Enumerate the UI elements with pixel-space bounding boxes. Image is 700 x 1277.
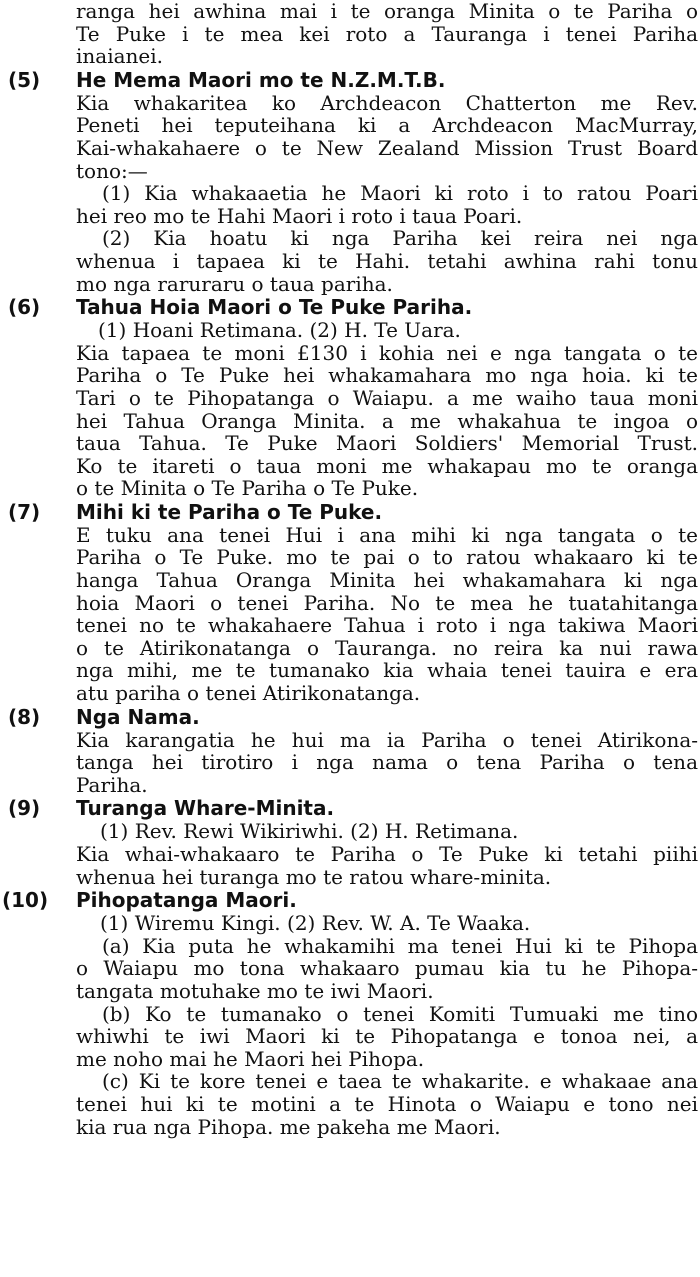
section-number: (7)	[8, 499, 41, 524]
text-line: tanga hei tirotiro i nga nama o tena Pariha o tena	[76, 750, 698, 775]
text-line: (b) Ko te tumanako o tenei Komiti Tumuaki me tino	[102, 1001, 698, 1026]
section-heading	[0, 888, 700, 912]
text-line: hanga Tahua Oranga Minita hei whakamahara ki nga	[76, 568, 698, 593]
section-title: Nga Nama.	[76, 704, 200, 729]
text-line: Kia karangatia he hui ma ia Pariha o tenei Atirikona-	[76, 727, 698, 752]
text-line: hoia Maori o tenei Pariha. No te mea he tuatahitanga	[76, 590, 698, 615]
text-line: inaianei.	[76, 44, 163, 69]
text-line: hei Tahua Oranga Minita. a me whakahua te ingoa o	[76, 408, 698, 433]
text-line: tono:—	[76, 158, 148, 183]
text-line: (1) Rev. Rewi Wikiriwhi. (2) H. Retimana.	[100, 819, 519, 844]
text-line: (1) Hoani Retimana. (2) H. Te Uara.	[98, 318, 461, 343]
text-line: Pariha o Te Puke hei whakamahara mo nga hoia. ki te	[76, 363, 698, 388]
text-line: hei reo mo te Hahi Maori i roto i taua Poari.	[76, 203, 523, 228]
text-line: whenua i tapaea ki te Hahi. tetahi awhina rahi tonu	[76, 248, 698, 273]
text-line: Tari o te Pihopatanga o Waiapu. a me waiho taua moni	[76, 385, 698, 410]
section-heading	[0, 68, 700, 92]
text-line: (2) Kia hoatu ki nga Pariha kei reira nei nga	[102, 226, 698, 251]
text-line: ranga hei awhina mai i te oranga Minita o te Pariha o	[76, 0, 698, 23]
section-title: Tahua Hoia Maori o Te Puke Pariha.	[76, 295, 473, 320]
section-heading	[0, 705, 700, 729]
text-line: kia rua nga Pihopa. me pakeha me Maori.	[76, 1114, 501, 1139]
section-number: (5)	[8, 67, 41, 92]
text-line: o te Minita o Te Pariha o Te Puke.	[76, 476, 419, 501]
text-line: Kai-whakahaere o te New Zealand Mission Trust Board	[76, 135, 698, 160]
text-line: whenua hei turanga mo te ratou whare-minita.	[76, 864, 552, 889]
text-line: atu pariha o tenei Atirikonatanga.	[76, 681, 421, 706]
text-line: E tuku ana tenei Hui i ana mihi ki nga tangata o te	[76, 522, 698, 547]
section-title: He Mema Maori mo te N.Z.M.T.B.	[76, 67, 446, 92]
text-line: whiwhi te iwi Maori ki te Pihopatanga e tonoa nei, a	[76, 1024, 698, 1049]
text-line: Kia whai-whakaaro te Pariha o Te Puke ki tetahi piihi	[76, 842, 698, 866]
section-title: Turanga Whare-Minita.	[76, 796, 335, 821]
section-number: (10)	[2, 888, 49, 913]
text-line: o Waiapu mo tona whakaaro pumau kia tu he Pihopa-	[76, 956, 698, 981]
text-line: Te Puke i te mea kei roto a Tauranga i tenei Pariha	[76, 21, 698, 46]
text-line: Kia whakaritea ko Archdeacon Chatterton me Rev.	[76, 90, 698, 115]
section-number: (8)	[8, 704, 41, 729]
text-line: taua Tahua. Te Puke Maori Soldiers' Memorial Trust.	[76, 431, 698, 456]
text-line: (c) Ki te kore tenei e taea te whakarite. e whakaae ana	[102, 1069, 698, 1094]
text-line: tangata motuhake mo te iwi Maori.	[76, 978, 434, 1003]
section-number: (9)	[8, 796, 41, 821]
text-line: Pariha o Te Puke. mo te pai o to ratou whakaaro ki te	[76, 545, 698, 570]
section-heading	[0, 295, 700, 319]
section-title: Mihi ki te Pariha o Te Puke.	[76, 499, 383, 524]
text-line: (1) Wiremu Kingi. (2) Rev. W. A. Te Waaka.	[100, 911, 531, 936]
section-heading	[0, 500, 700, 524]
section-heading	[0, 796, 700, 820]
text-line: me noho mai he Maori hei Pihopa.	[76, 1046, 425, 1071]
section-title: Pihopatanga Maori.	[76, 888, 297, 913]
text-line: mo nga raruraru o taua pariha.	[76, 271, 393, 296]
text-line: tenei no te whakahaere Tahua i roto i nga takiwa Maori	[76, 613, 698, 638]
text-line: nga mihi, me te tumanako kia whaia tenei tauira e era	[76, 658, 698, 683]
text-line: Kia tapaea te moni £130 i kohia nei e nga tangata o te	[76, 340, 698, 365]
section-number: (6)	[8, 295, 41, 320]
text-line: (a) Kia puta he whakamihi ma tenei Hui ki te Pihopa	[102, 933, 698, 958]
text-line: Peneti hei teputeihana ki a Archdeacon MacMurray,	[76, 113, 698, 138]
text-line: (1) Kia whakaaetia he Maori ki roto i to ratou Poari	[102, 181, 698, 206]
text-line: tenei hui ki te motini a te Hinota o Waiapu e tono nei	[76, 1091, 698, 1116]
text-line: o te Atirikonatanga o Tauranga. no reira ka nui rawa	[76, 635, 698, 660]
text-line: Ko te itareti o taua moni me whakapau mo te oranga	[76, 453, 698, 478]
text-line: Pariha.	[76, 772, 148, 797]
